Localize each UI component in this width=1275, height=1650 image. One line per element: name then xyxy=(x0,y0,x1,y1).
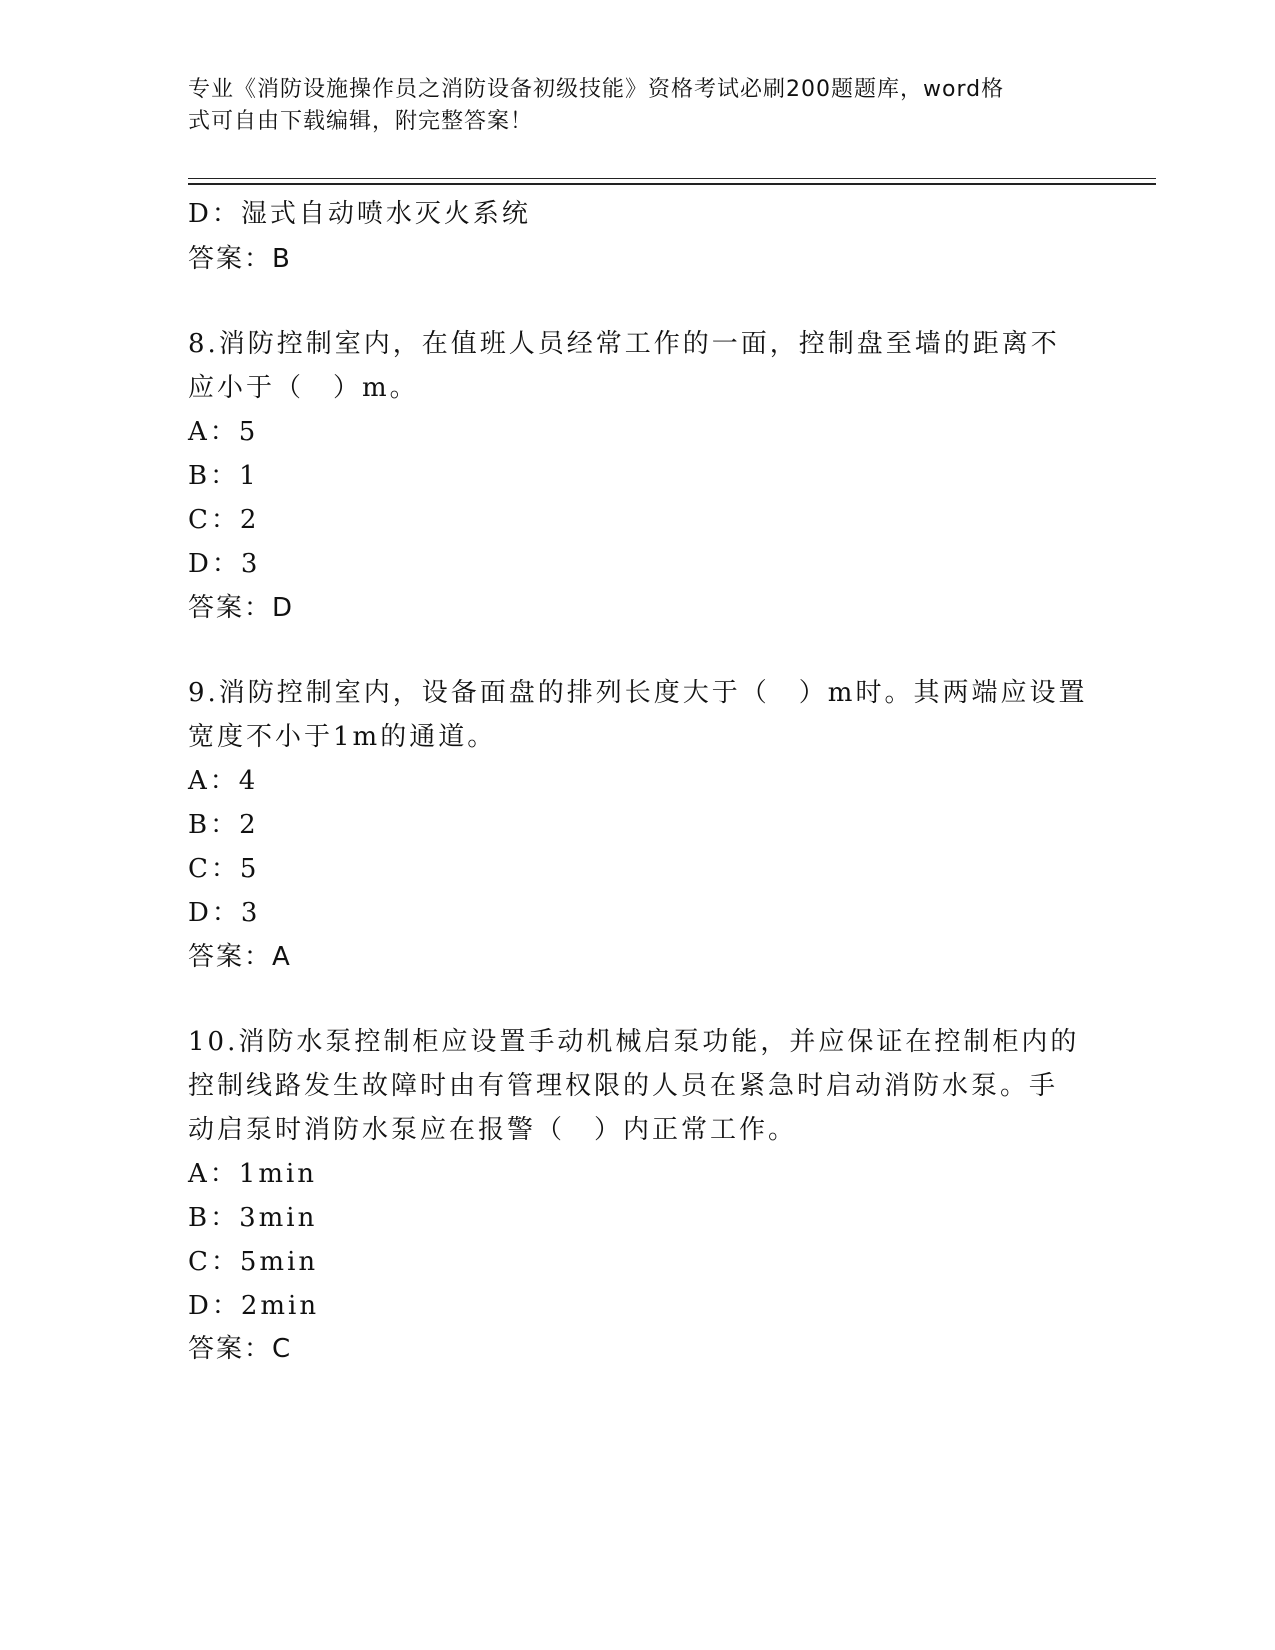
question-10-text-line-3: 动启泵时消防水泵应在报警（ ）内正常工作。 xyxy=(188,1115,798,1145)
question-9-answer: 答案：A xyxy=(188,942,292,972)
question-8-text-line-1: 8.消防控制室内，在值班人员经常工作的一面，控制盘至墙的距离不 xyxy=(188,329,1060,359)
question-9-option-b: B：2 xyxy=(188,810,259,840)
question-9-option-a: A：4 xyxy=(188,766,259,796)
header-line-1: 专业《消防设施操作员之消防设备初级技能》资格考试必刷200题题库，word格 xyxy=(188,77,1005,102)
question-8-option-c: C：2 xyxy=(188,505,260,535)
question-10-option-c: C：5min xyxy=(188,1247,319,1277)
option-d: D：湿式自动喷水灭火系统 xyxy=(188,199,531,229)
answer-label: 答案：B xyxy=(188,244,292,274)
question-9-text-line-1: 9.消防控制室内，设备面盘的排列长度大于（ ）m时。其两端应设置 xyxy=(188,678,1088,708)
question-9-option-d: D：3 xyxy=(188,898,261,928)
question-10-option-a: A：1min xyxy=(188,1159,318,1189)
question-8-option-a: A：5 xyxy=(188,417,259,447)
question-8-option-d: D：3 xyxy=(188,549,261,579)
question-9-option-c: C：5 xyxy=(188,854,260,884)
question-10-option-d: D：2min xyxy=(188,1291,320,1321)
question-10-text-line-2: 控制线路发生故障时由有管理权限的人员在紧急时启动消防水泵。手 xyxy=(188,1071,1059,1101)
question-8-option-b: B：1 xyxy=(188,461,259,491)
header-line-2: 式可自由下载编辑，附完整答案！ xyxy=(188,109,534,134)
question-10-text-line-1: 10.消防水泵控制柜应设置手动机械启泵功能，并应保证在控制柜内的 xyxy=(188,1027,1080,1057)
header-divider-thick xyxy=(188,183,1156,185)
question-8-text-line-2: 应小于（ ）m。 xyxy=(188,373,419,403)
question-10-answer: 答案：C xyxy=(188,1334,293,1364)
document-header xyxy=(188,74,1068,138)
question-8-answer: 答案：D xyxy=(188,593,295,623)
question-10-option-b: B：3min xyxy=(188,1203,318,1233)
question-9-text-line-2: 宽度不小于1m的通道。 xyxy=(188,722,497,752)
header-divider-thin xyxy=(188,178,1156,179)
